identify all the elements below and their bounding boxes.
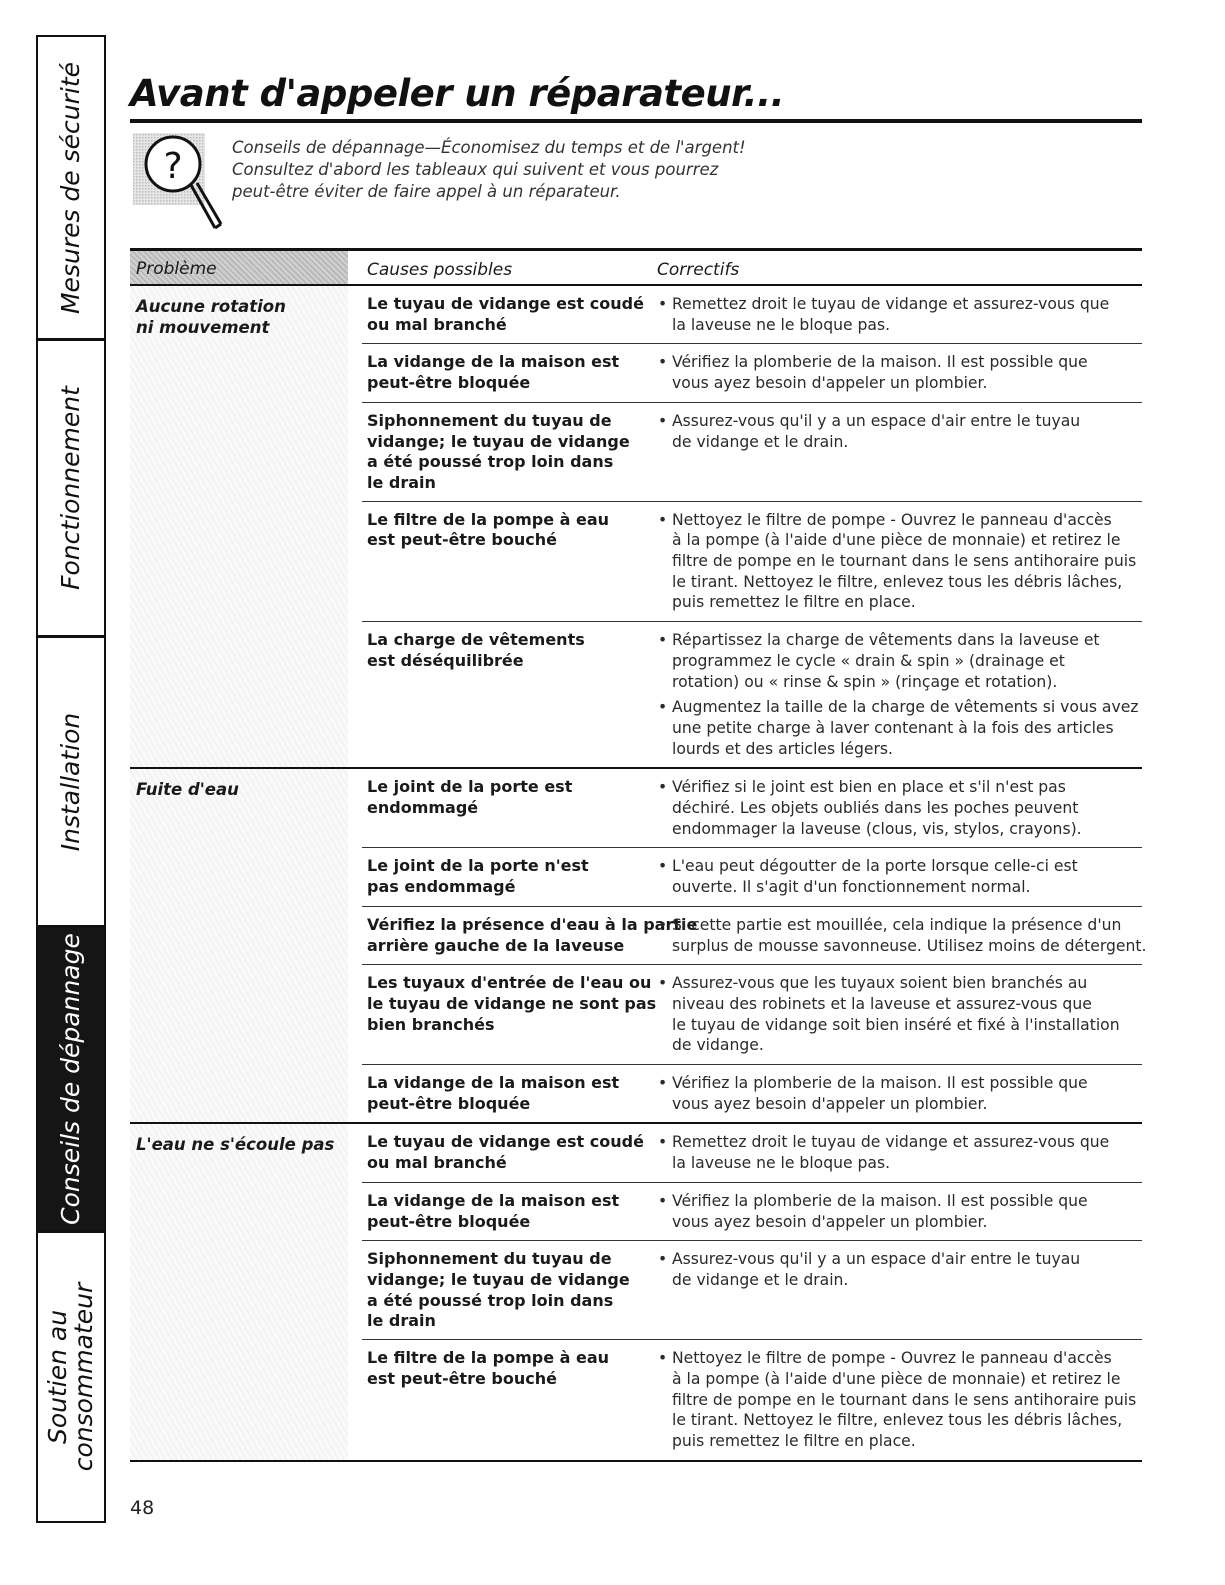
table-row xyxy=(362,502,1142,623)
table-row xyxy=(362,965,1142,1065)
problem-column xyxy=(130,769,348,1122)
fix-item: • Remettez droit le tuyau de vidange et assurez-vous que la laveuse ne le bloque pas. xyxy=(658,294,1142,335)
fix-list xyxy=(658,352,1142,393)
table-row xyxy=(362,1183,1142,1241)
tab-installation[interactable] xyxy=(38,638,106,928)
tab-label: Fonctionnement xyxy=(55,386,85,590)
fix-list xyxy=(658,1191,1142,1232)
fix-item: • Assurez-vous qu'il y a un espace d'air entre le tuyau de vidange et le drain. xyxy=(658,1249,1142,1290)
fix-item: • Assurez-vous qu'il y a un espace d'air entre le tuyau de vidange et le drain. xyxy=(658,411,1142,452)
cause-text: Vérifiez la présence d'eau à la partie arrière gauche de la laveuse xyxy=(367,914,698,955)
table-row xyxy=(362,1340,1142,1460)
table-row xyxy=(362,907,1147,965)
table-body xyxy=(130,286,1147,1462)
fix-item: • Nettoyez le filtre de pompe - Ouvrez le panneau d'accès à la pompe (à l'aide d'une pièce de monnaie) et retirez le filtre de pompe en le tournant dans le sens antihoraire puis le tirant. Nettoyez le filtre, enlevez tous les débris lâches, puis remettez le filtre en place. xyxy=(658,510,1142,614)
problem-label: Fuite d'eau xyxy=(136,780,239,800)
question-magnifier-icon xyxy=(133,128,229,236)
cause-text: Le tuyau de vidange est coudé ou mal branché xyxy=(367,294,644,334)
fix-list xyxy=(658,856,1142,897)
cause-text: La charge de vêtements est déséquilibrée xyxy=(367,630,585,670)
table-row xyxy=(362,403,1142,502)
table-row xyxy=(362,769,1142,848)
tab-fonctionnement[interactable] xyxy=(38,341,106,638)
cause-text: La vidange de la maison est peut-être bloquée xyxy=(367,352,620,393)
problem-group xyxy=(130,286,1142,769)
fix-item: • Augmentez la taille de la charge de vêtements si vous avez une petite charge à laver contenant à la fois des articles lourds et des articles légers. xyxy=(658,697,1142,759)
title-rule xyxy=(130,119,1142,123)
cause-text: Le filtre de la pompe à eau est peut-être bouché xyxy=(367,509,610,550)
fix-item: • Vérifiez si le joint est bien en place et s'il n'est pas déchiré. Les objets oubliés dans les poches peuvent endommager la laveuse (clous, vis, stylos, crayons). xyxy=(658,777,1142,839)
cause-text: Les tuyaux d'entrée de l'eau ou le tuyau de vidange ne sont pas bien branchés xyxy=(367,973,657,1034)
fix-item: • Vérifiez la plomberie de la maison. Il est possible que vous ayez besoin d'appeler un plombier. xyxy=(658,1073,1142,1114)
fix-list xyxy=(658,630,1142,759)
fix-item: • Vérifiez la plomberie de la maison. Il est possible que vous ayez besoin d'appeler un plombier. xyxy=(658,1191,1142,1232)
fix-list xyxy=(658,1348,1142,1452)
page-number: 48 xyxy=(130,1497,155,1519)
table-row xyxy=(362,344,1142,402)
problem-group xyxy=(130,1124,1142,1461)
fix-item: • Si cette partie est mouillée, cela indique la présence d'un surplus de mousse savonneuse. Utilisez moins de détergent. xyxy=(658,915,1142,956)
tab-mesures-de-securite[interactable] xyxy=(38,37,106,341)
fix-list xyxy=(658,1249,1142,1290)
tab-label: Soutien au consommateur xyxy=(42,1282,98,1472)
cause-text: La vidange de la maison est peut-être bloquée xyxy=(367,1190,620,1231)
fix-item: • Vérifiez la plomberie de la maison. Il est possible que vous ayez besoin d'appeler un plombier. xyxy=(658,352,1142,393)
table-row xyxy=(362,622,1142,767)
cause-text: Le filtre de la pompe à eau est peut-être bouché xyxy=(367,1348,610,1388)
table-row xyxy=(362,286,1142,344)
fix-list xyxy=(658,510,1142,614)
table-header xyxy=(130,248,1142,286)
cause-text: Siphonnement du tuyau de vidange; le tuyau de vidange a été poussé trop loin dans le drain xyxy=(367,1249,630,1331)
table-row xyxy=(362,848,1142,906)
tab-soutien-au-consommateur[interactable] xyxy=(38,1233,106,1521)
cause-text: Le joint de la porte n'est pas endommagé xyxy=(367,856,589,897)
fix-item: • Répartissez la charge de vêtements dans la laveuse et programmez le cycle « drain & spin » (drainage et rotation) ou « rinse & spin » (rinçage et rotation). xyxy=(658,630,1142,692)
fix-list xyxy=(658,1073,1142,1114)
fix-list xyxy=(658,411,1142,452)
header-problem: Problème xyxy=(130,251,348,284)
fix-item: • Remettez droit le tuyau de vidange et assurez-vous que la laveuse ne le bloque pas. xyxy=(658,1132,1142,1173)
fix-list xyxy=(658,915,1147,956)
cause-text: La vidange de la maison est peut-être bloquée xyxy=(367,1073,620,1113)
cause-text: Le joint de la porte est endommagé xyxy=(367,777,573,818)
fix-list xyxy=(658,973,1142,1056)
fix-list xyxy=(658,777,1142,839)
table-row xyxy=(362,1124,1142,1182)
fix-item: • L'eau peut dégoutter de la porte lorsque celle-ci est ouverte. Il s'agit d'un fonctionnement normal. xyxy=(658,856,1142,897)
table-row xyxy=(362,1241,1142,1340)
side-tabs xyxy=(36,35,106,1523)
problem-label: Aucune rotation ni mouvement xyxy=(136,297,286,337)
intro-text: Conseils de dépannage—Économisez du temps et de l'argent! Consultez d'abord les tableaux qui suivent et vous pourrez peut-être éviter de faire appel à un réparateur. xyxy=(232,138,746,201)
tab-label: Conseils de dépannage xyxy=(55,933,85,1225)
tab-label: Installation xyxy=(55,712,85,851)
header-fixes: Correctifs xyxy=(657,260,740,280)
fix-item: • Nettoyez le filtre de pompe - Ouvrez le panneau d'accès à la pompe (à l'aide d'une pièce de monnaie) et retirez le filtre de pompe en le tournant dans le sens antihoraire puis le tirant. Nettoyez le filtre, enlevez tous les débris lâches, puis remettez le filtre en place. xyxy=(658,1348,1142,1452)
tab-label: Mesures de sécurité xyxy=(55,61,85,314)
problem-label: L'eau ne s'écoule pas xyxy=(136,1135,335,1155)
problem-column xyxy=(130,1124,348,1459)
problem-group xyxy=(130,769,1147,1124)
table-row xyxy=(362,1065,1142,1122)
troubleshooting-table xyxy=(130,248,1147,1462)
page-title: Avant d'appeler un réparateur... xyxy=(130,72,785,115)
header-causes: Causes possibles xyxy=(367,260,513,280)
problem-column xyxy=(130,286,348,767)
cause-text: Le tuyau de vidange est coudé ou mal branché xyxy=(367,1132,644,1173)
svg-text:?: ? xyxy=(163,146,183,187)
fix-list xyxy=(658,294,1142,335)
fix-item: • Assurez-vous que les tuyaux soient bien branchés au niveau des robinets et la laveuse et assurez-vous que le tuyau de vidange soit bien inséré et fixé à l'installation de vidange. xyxy=(658,973,1142,1056)
cause-text: Siphonnement du tuyau de vidange; le tuyau de vidange a été poussé trop loin dans le drain xyxy=(367,410,630,492)
tab-conseils-de-depannage[interactable] xyxy=(38,928,106,1233)
fix-list xyxy=(658,1132,1142,1173)
